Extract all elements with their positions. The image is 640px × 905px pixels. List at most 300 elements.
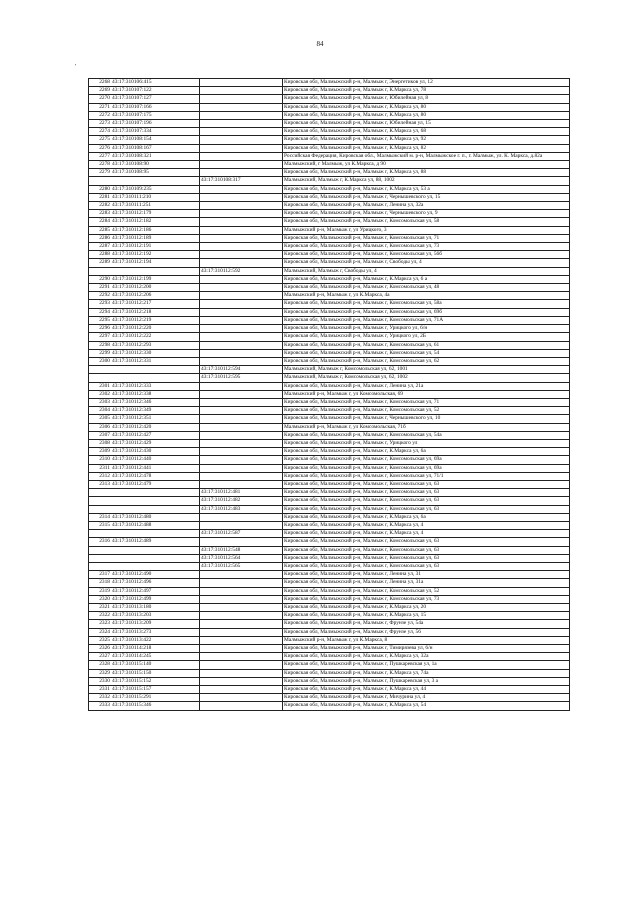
table-row <box>89 612 570 620</box>
address-cell: Кировская обл, Малмыжский р-н, Малмыж г, К.Маркса ул, 4 <box>283 530 570 538</box>
address-cell: Кировская обл, Малмыжский р-н, Малмыж г, Ленина ул, 32а <box>283 202 570 210</box>
sub-cadastral-number-cell <box>200 661 283 669</box>
row-number-cell: 2331 <box>89 686 112 694</box>
table-row <box>89 128 570 136</box>
table-row <box>89 366 570 374</box>
address-cell: Малмыжский р-н, Малмыж г, ул Урицкого, 3 <box>283 226 570 234</box>
address-cell: Кировская обл, Малмыжский р-н, Малмыж г, Комсомольская ул, 63 <box>283 538 570 546</box>
row-number-cell: 2326 <box>89 645 112 653</box>
sub-cadastral-number-cell <box>200 218 283 226</box>
table-row <box>89 349 570 357</box>
row-number-cell: 2280 <box>89 185 112 193</box>
row-number-cell: 2327 <box>89 653 112 661</box>
row-number-cell: 2332 <box>89 694 112 702</box>
sub-cadastral-number-cell <box>200 448 283 456</box>
table-row <box>89 374 570 382</box>
cadastral-number-cell: 43:17:310112:222 <box>111 333 200 341</box>
sub-cadastral-number-cell <box>200 357 283 365</box>
row-number-cell: 2313 <box>89 480 112 488</box>
table-row <box>89 210 570 218</box>
sub-cadastral-number-cell <box>200 382 283 390</box>
cadastral-number-cell: 43:17:310112:189 <box>111 234 200 242</box>
address-cell: Кировская обл, Малмыжский р-н, Малмыж г, Юбилейная ул, 15 <box>283 120 570 128</box>
row-number-cell: 2299 <box>89 349 112 357</box>
table-row <box>89 243 570 251</box>
sub-cadastral-number-cell <box>200 587 283 595</box>
row-number-cell: 2284 <box>89 218 112 226</box>
table-row <box>89 144 570 152</box>
cadastral-number-cell: 43:17:310112:430 <box>111 448 200 456</box>
address-cell: Кировская обл, Малмыжский р-н, Малмыж г, К.Маркса ул, 6а <box>283 513 570 521</box>
sub-cadastral-number-cell <box>200 595 283 603</box>
cadastral-number-cell: 43:17:310112:346 <box>111 398 200 406</box>
address-cell: Малмыжский, Малмыж г, Свободы ул, 4 <box>283 267 570 275</box>
sub-cadastral-number-cell <box>200 87 283 95</box>
table-row <box>89 571 570 579</box>
cadastral-number-cell: 43:17:310114:218 <box>111 645 200 653</box>
table-row <box>89 546 570 554</box>
address-cell: Кировская обл, Малмыжский р-н, Малмыж г, Комсомольская ул, 63 <box>283 505 570 513</box>
sub-cadastral-number-cell: 43:17:310112:548 <box>200 546 283 554</box>
sub-cadastral-number-cell: 43:17:310108:317 <box>200 177 283 185</box>
table-row <box>89 554 570 562</box>
cadastral-number-cell: 43:17:310112:333 <box>111 382 200 390</box>
row-number-cell: 2268 <box>89 79 112 87</box>
cadastral-number-cell: 43:17:310108:90 <box>111 161 200 169</box>
address-cell: Кировская обл, Малмыжский р-н, Малмыж г, К.Маркса ул, 6а <box>283 448 570 456</box>
address-cell: Кировская обл, Малмыжский р-н, Малмыж г, К.Маркса ул, 4 <box>283 521 570 529</box>
sub-cadastral-number-cell <box>200 226 283 234</box>
address-cell: Кировская обл, Малмыжский р-н, Малмыж г, К.Маркса ул, 74а <box>283 669 570 677</box>
row-number-cell: 2311 <box>89 464 112 472</box>
table-row <box>89 530 570 538</box>
sub-cadastral-number-cell <box>200 398 283 406</box>
row-number-cell: 2318 <box>89 579 112 587</box>
cadastral-number-cell: 43:17:310112:351 <box>111 415 200 423</box>
row-number-cell: 2306 <box>89 423 112 431</box>
address-cell: Кировская обл, Малмыжский р-н, Малмыж г, Комсомольская ул, 48 <box>283 284 570 292</box>
address-cell: Кировская обл, Малмыжский р-н, Малмыж г, Свободы ул, 4 <box>283 259 570 267</box>
sub-cadastral-number-cell <box>200 284 283 292</box>
cadastral-number-cell: 43:17:310112:496 <box>111 579 200 587</box>
address-cell: Кировская обл, Малмыжский р-н, Малмыж г, Комсомольская ул, 69б <box>283 308 570 316</box>
address-cell: Кировская обл, Малмыжский р-н, Малмыж г, Урицкого ул, 2Б <box>283 333 570 341</box>
sub-cadastral-number-cell <box>200 161 283 169</box>
address-cell: Кировская обл, Малмыжский р-н, Малмыж г, Юбилейная ул, 8 <box>283 95 570 103</box>
cadastral-number-cell: 43:17:310113:273 <box>111 628 200 636</box>
cadastral-number-cell: 43:17:310107:122 <box>111 87 200 95</box>
cadastral-number-cell: 43:17:310107:334 <box>111 128 200 136</box>
row-number-cell <box>89 177 112 185</box>
sub-cadastral-number-cell <box>200 251 283 259</box>
cadastral-number-cell: 43:17:310107:127 <box>111 95 200 103</box>
row-number-cell: 2316 <box>89 538 112 546</box>
address-cell: Кировская обл, Малмыжский р-н, Малмыж г, Тимирязева ул, 6/н <box>283 645 570 653</box>
row-number-cell: 2289 <box>89 259 112 267</box>
sub-cadastral-number-cell <box>200 612 283 620</box>
sub-cadastral-number-cell <box>200 136 283 144</box>
table-row <box>89 604 570 612</box>
table-row <box>89 267 570 275</box>
sub-cadastral-number-cell <box>200 472 283 480</box>
page-mark: ' <box>75 64 77 70</box>
cadastral-number-cell: 43:17:310114:245 <box>111 653 200 661</box>
table-row <box>89 193 570 201</box>
address-cell: Кировская обл, Малмыжский р-н, Малмыж г, Пушкаревская ул, 3 а <box>283 677 570 685</box>
sub-cadastral-number-cell <box>200 202 283 210</box>
row-number-cell: 2285 <box>89 226 112 234</box>
table-row <box>89 439 570 447</box>
cadastral-number-cell: 43:17:310111:210 <box>111 193 200 201</box>
cadastral-number-cell: 43:17:310113:422 <box>111 636 200 644</box>
page-number: 84 <box>316 40 324 48</box>
address-cell: Кировская обл, Малмыжский р-н, Малмыж г, Ленина ул, 21а <box>283 382 570 390</box>
cadastral-number-cell: 43:17:310108:95 <box>111 169 200 177</box>
table-row <box>89 407 570 415</box>
address-cell: Малмыжский, Малмыж г, К.Маркса ул, 88, 1002 <box>283 177 570 185</box>
table-row <box>89 415 570 423</box>
sub-cadastral-number-cell <box>200 571 283 579</box>
sub-cadastral-number-cell <box>200 415 283 423</box>
table-row <box>89 333 570 341</box>
cadastral-number-cell: 43:17:310112:191 <box>111 243 200 251</box>
table-row <box>89 275 570 283</box>
row-number-cell: 2278 <box>89 161 112 169</box>
row-number-cell: 2307 <box>89 431 112 439</box>
row-number-cell: 2282 <box>89 202 112 210</box>
address-cell: Кировская обл, Малмыжский р-н, Малмыж г, Фрунзе ул, 56 <box>283 628 570 636</box>
cadastral-number-cell: 43:17:310112:490 <box>111 571 200 579</box>
table-row <box>89 357 570 365</box>
address-cell: Кировская обл, Малмыжский р-н, Малмыж г, К.Маркса ул, 80 <box>283 103 570 111</box>
cadastral-number-cell: 43:17:310115:152 <box>111 677 200 685</box>
row-number-cell <box>89 489 112 497</box>
table-row <box>89 169 570 177</box>
address-cell: Кировская обл, Малмыжский р-н, Малмыж г, Комсомольская ул, 63 <box>283 562 570 570</box>
row-number-cell: 2330 <box>89 677 112 685</box>
sub-cadastral-number-cell: 43:17:310112:595 <box>200 374 283 382</box>
table-row <box>89 521 570 529</box>
address-cell: Кировская обл, Малмыжский р-н, Малмыж г, Комсомольская ул, 73 <box>283 243 570 251</box>
table-row <box>89 587 570 595</box>
address-cell: Кировская обл, Малмыжский р-н, Малмыж г, Комсомольская ул, 71 <box>283 234 570 242</box>
table-row <box>89 111 570 119</box>
sub-cadastral-number-cell <box>200 111 283 119</box>
address-cell: Кировская обл, Малмыжский р-н, Малмыж г, Комсомольская ул, 62 <box>283 357 570 365</box>
table-row <box>89 341 570 349</box>
sub-cadastral-number-cell <box>200 513 283 521</box>
row-number-cell: 2293 <box>89 300 112 308</box>
address-cell: Кировская обл, Малмыжский р-н, Малмыж г, К.Маркса ул, 54 <box>283 702 570 710</box>
cadastral-number-cell: 43:17:310112:420 <box>111 423 200 431</box>
table-row <box>89 595 570 603</box>
row-number-cell: 2283 <box>89 210 112 218</box>
row-number-cell: 2272 <box>89 111 112 119</box>
row-number-cell: 2317 <box>89 571 112 579</box>
address-cell: Кировская обл, Малмыжский р-н, Малмыж г, К.Маркса ул, 82 <box>283 144 570 152</box>
cadastral-number-cell: 43:17:310112:479 <box>111 480 200 488</box>
cadastral-number-cell: 43:17:310112:199 <box>111 275 200 283</box>
sub-cadastral-number-cell <box>200 341 283 349</box>
address-cell: Кировская обл, Малмыжский р-н, Малмыж г, К.Маркса ул, 88 <box>283 169 570 177</box>
row-number-cell: 2302 <box>89 390 112 398</box>
table-row <box>89 562 570 570</box>
table-row <box>89 480 570 488</box>
cadastral-number-cell: 43:17:310112:220 <box>111 325 200 333</box>
table-row <box>89 472 570 480</box>
row-number-cell: 2304 <box>89 407 112 415</box>
cadastral-number-cell: 43:17:310115:157 <box>111 686 200 694</box>
address-cell: Кировская обл, Малмыжский р-н, Малмыж г, Урицкого ул, 6/н <box>283 325 570 333</box>
cadastral-number-cell: 43:17:310108:321 <box>111 152 200 160</box>
cadastral-number-cell: 43:17:310112:293 <box>111 341 200 349</box>
table-row <box>89 538 570 546</box>
table-row <box>89 308 570 316</box>
cadastral-number-cell: 43:17:310112:194 <box>111 259 200 267</box>
row-number-cell: 2274 <box>89 128 112 136</box>
cadastral-number-cell <box>111 554 200 562</box>
cadastral-number-cell: 43:17:310112:192 <box>111 251 200 259</box>
address-cell: Малмыжский р-н, Малмыж г, ул Комсомольская, 71б <box>283 423 570 431</box>
sub-cadastral-number-cell: 43:17:310112:565 <box>200 562 283 570</box>
table-row <box>89 325 570 333</box>
table-row <box>89 431 570 439</box>
row-number-cell <box>89 554 112 562</box>
cadastral-number-cell: 43:17:310112:218 <box>111 308 200 316</box>
cadastral-number-cell: 43:17:310112:488 <box>111 521 200 529</box>
row-number-cell <box>89 505 112 513</box>
table-row <box>89 177 570 185</box>
address-cell: Малмыжский р-н, Малмыж г, ул К.Маркса, 8 <box>283 636 570 644</box>
table-row <box>89 152 570 160</box>
cadastral-number-cell: 43:17:310112:200 <box>111 284 200 292</box>
cadastral-number-cell <box>111 562 200 570</box>
cadastral-number-cell: 43:17:310112:429 <box>111 439 200 447</box>
address-cell: Малмыжский р-н, Малмыж г, ул Комсомольская, 69 <box>283 390 570 398</box>
cadastral-number-cell <box>111 497 200 505</box>
sub-cadastral-number-cell <box>200 645 283 653</box>
cadastral-number-cell: 43:17:310109:235 <box>111 185 200 193</box>
address-cell: Кировская обл, Малмыжский р-н, Малмыж г, Комсомольская ул, 58а <box>283 300 570 308</box>
sub-cadastral-number-cell <box>200 95 283 103</box>
row-number-cell: 2321 <box>89 604 112 612</box>
row-number-cell: 2314 <box>89 513 112 521</box>
sub-cadastral-number-cell <box>200 653 283 661</box>
table-row <box>89 136 570 144</box>
sub-cadastral-number-cell <box>200 316 283 324</box>
sub-cadastral-number-cell <box>200 456 283 464</box>
address-cell: Кировская обл, Малмыжский р-н, Малмыж г, Комсомольская ул, 63 <box>283 480 570 488</box>
cadastral-number-cell: 43:17:310112:441 <box>111 464 200 472</box>
row-number-cell: 2300 <box>89 357 112 365</box>
cadastral-number-cell: 43:17:310112:179 <box>111 210 200 218</box>
cadastral-number-cell: 43:17:310112:478 <box>111 472 200 480</box>
address-cell: Кировская обл, Малмыжский р-н, Малмыж г, Урицкого ул <box>283 439 570 447</box>
address-cell: Кировская обл, Малмыжский р-н, Малмыж г, К.Маркса ул, 80 <box>283 111 570 119</box>
cadastral-number-cell: 43:17:310108:154 <box>111 136 200 144</box>
row-number-cell <box>89 562 112 570</box>
sub-cadastral-number-cell <box>200 686 283 694</box>
address-cell: Кировская обл, Малмыжский р-н, Малмыж г, К.Маркса ул, 32а <box>283 653 570 661</box>
row-number-cell: 2303 <box>89 398 112 406</box>
address-cell: Кировская обл, Малмыжский р-н, Малмыж г, К.Маркса ул, 44 <box>283 686 570 694</box>
cadastral-number-cell: 43:17:310112:480 <box>111 513 200 521</box>
table-row <box>89 489 570 497</box>
sub-cadastral-number-cell <box>200 120 283 128</box>
sub-cadastral-number-cell <box>200 275 283 283</box>
table-row <box>89 513 570 521</box>
sub-cadastral-number-cell <box>200 620 283 628</box>
row-number-cell: 2328 <box>89 661 112 669</box>
sub-cadastral-number-cell <box>200 407 283 415</box>
address-cell: Кировская обл, Малмыжский р-н, Малмыж г, Комсомольская ул, 63 <box>283 554 570 562</box>
row-number-cell <box>89 530 112 538</box>
sub-cadastral-number-cell <box>200 628 283 636</box>
address-cell: Кировская обл, Малмыжский р-н, Малмыж г, Комсомольская ул, 52 <box>283 587 570 595</box>
sub-cadastral-number-cell <box>200 390 283 398</box>
row-number-cell: 2295 <box>89 316 112 324</box>
sub-cadastral-number-cell <box>200 464 283 472</box>
cadastral-number-cell <box>111 267 200 275</box>
row-number-cell: 2298 <box>89 341 112 349</box>
cadastral-number-cell: 43:17:310115:291 <box>111 694 200 702</box>
table-row <box>89 120 570 128</box>
address-cell: Кировская обл, Малмыжский р-н, Малмыж г, Чернышевского ул, 10 <box>283 415 570 423</box>
table-row <box>89 620 570 628</box>
address-cell: Кировская обл, Малмыжский р-н, Малмыж г, Комсомольская ул, 54а <box>283 431 570 439</box>
sub-cadastral-number-cell <box>200 79 283 87</box>
sub-cadastral-number-cell <box>200 636 283 644</box>
sub-cadastral-number-cell: 43:17:310112:592 <box>200 267 283 275</box>
cadastral-number-cell <box>111 177 200 185</box>
cadastral-number-cell: 43:17:310113:203 <box>111 612 200 620</box>
row-number-cell: 2329 <box>89 669 112 677</box>
sub-cadastral-number-cell <box>200 144 283 152</box>
table-row <box>89 95 570 103</box>
cadastral-number-cell <box>111 530 200 538</box>
cadastral-number-cell: 43:17:310112:182 <box>111 218 200 226</box>
table-row <box>89 87 570 95</box>
registry-table <box>88 78 570 711</box>
sub-cadastral-number-cell: 43:17:310112:564 <box>200 554 283 562</box>
address-cell: Российская Федерация, Кировская обл., Малмыжский м. р-н, Малмыжское г. п., г. Малмыж, ул. К. Маркса, д.82а <box>283 152 570 160</box>
address-cell: Кировская обл, Малмыжский р-н, Малмыж г, Комсомольская ул, 69а <box>283 456 570 464</box>
table-row <box>89 382 570 390</box>
address-cell: Кировская обл, Малмыжский р-н, Малмыж г, Комсомольская ул, 54 <box>283 349 570 357</box>
cadastral-number-cell: 43:17:310112:331 <box>111 357 200 365</box>
address-cell: Кировская обл, Малмыжский р-н, Малмыж г, Комсомольская ул, 71 <box>283 398 570 406</box>
table-row <box>89 259 570 267</box>
row-number-cell: 2315 <box>89 521 112 529</box>
row-number-cell: 2312 <box>89 472 112 480</box>
table-row <box>89 103 570 111</box>
sub-cadastral-number-cell <box>200 243 283 251</box>
row-number-cell: 2319 <box>89 587 112 595</box>
row-number-cell <box>89 497 112 505</box>
cadastral-number-cell: 43:17:310112:217 <box>111 300 200 308</box>
sub-cadastral-number-cell <box>200 308 283 316</box>
address-cell: Кировская обл, Малмыжский р-н, Малмыж г, Фрунзе ул, 54а <box>283 620 570 628</box>
sub-cadastral-number-cell <box>200 152 283 160</box>
row-number-cell: 2271 <box>89 103 112 111</box>
table-row <box>89 464 570 472</box>
row-number-cell: 2279 <box>89 169 112 177</box>
row-number-cell: 2277 <box>89 152 112 160</box>
table-row <box>89 653 570 661</box>
table-row <box>89 497 570 505</box>
sub-cadastral-number-cell <box>200 521 283 529</box>
row-number-cell: 2323 <box>89 620 112 628</box>
row-number-cell: 2322 <box>89 612 112 620</box>
table-row <box>89 79 570 87</box>
row-number-cell: 2276 <box>89 144 112 152</box>
cadastral-number-cell: 43:17:310115:150 <box>111 669 200 677</box>
cadastral-number-cell: 43:17:310106:415 <box>111 79 200 87</box>
cadastral-number-cell: 43:17:310107:196 <box>111 120 200 128</box>
sub-cadastral-number-cell <box>200 702 283 710</box>
address-cell: Кировская обл, Малмыжский р-н, Малмыж г, Комсомольская ул, 63 <box>283 489 570 497</box>
sub-cadastral-number-cell <box>200 694 283 702</box>
sub-cadastral-number-cell <box>200 480 283 488</box>
cadastral-number-cell: 43:17:310115:140 <box>111 661 200 669</box>
row-number-cell: 2286 <box>89 234 112 242</box>
sub-cadastral-number-cell <box>200 300 283 308</box>
row-number-cell: 2310 <box>89 456 112 464</box>
row-number-cell: 2270 <box>89 95 112 103</box>
row-number-cell <box>89 374 112 382</box>
table-row <box>89 636 570 644</box>
address-cell: Кировская обл, Малмыжский р-н, Малмыж г, Ленина ул, 31 <box>283 571 570 579</box>
address-cell: Кировская обл, Малмыжский р-н, Малмыж г, Комсомольская ул, 56б <box>283 251 570 259</box>
cadastral-number-cell: 43:17:310112:338 <box>111 390 200 398</box>
address-cell: Кировская обл, Малмыжский р-н, Малмыж г, Комсомольская ул, 58 <box>283 218 570 226</box>
sub-cadastral-number-cell <box>200 423 283 431</box>
cadastral-number-cell: 43:17:310112:186 <box>111 226 200 234</box>
cadastral-number-cell: 43:17:310112:206 <box>111 292 200 300</box>
cadastral-number-cell <box>111 366 200 374</box>
cadastral-number-cell: 43:17:310112:427 <box>111 431 200 439</box>
address-cell: Малмыжский, Малмыж г, Комсомольская ул, 62, 1001 <box>283 366 570 374</box>
table-row <box>89 645 570 653</box>
address-cell: Кировская обл, Малмыжский р-н, Малмыж г, Мичурина ул, 4 <box>283 694 570 702</box>
table-row <box>89 579 570 587</box>
sub-cadastral-number-cell <box>200 210 283 218</box>
table-row <box>89 251 570 259</box>
table-row <box>89 284 570 292</box>
address-cell: Кировская обл, Малмыжский р-н, Малмыж г, К.Маркса ул, 15 <box>283 612 570 620</box>
table-row <box>89 316 570 324</box>
row-number-cell: 2291 <box>89 284 112 292</box>
table-row <box>89 398 570 406</box>
cadastral-number-cell <box>111 546 200 554</box>
table-row <box>89 694 570 702</box>
table-row <box>89 161 570 169</box>
cadastral-number-cell <box>111 374 200 382</box>
sub-cadastral-number-cell <box>200 677 283 685</box>
table-row <box>89 702 570 710</box>
sub-cadastral-number-cell: 43:17:310112:594 <box>200 366 283 374</box>
table-row <box>89 185 570 193</box>
cadastral-number-cell: 43:17:310115:346 <box>111 702 200 710</box>
cadastral-number-cell: 43:17:310112:489 <box>111 538 200 546</box>
address-cell: Малмыжский, Малмыж г, Комсомольская ул, 62, 1002 <box>283 374 570 382</box>
sub-cadastral-number-cell <box>200 349 283 357</box>
sub-cadastral-number-cell <box>200 128 283 136</box>
address-cell: Кировская обл, Малмыжский р-н, Малмыж г, К.Маркса ул, 53 а <box>283 185 570 193</box>
sub-cadastral-number-cell <box>200 259 283 267</box>
address-cell: Кировская обл, Малмыжский р-н, Малмыж г, Комсомольская ул, 63 <box>283 546 570 554</box>
sub-cadastral-number-cell <box>200 669 283 677</box>
